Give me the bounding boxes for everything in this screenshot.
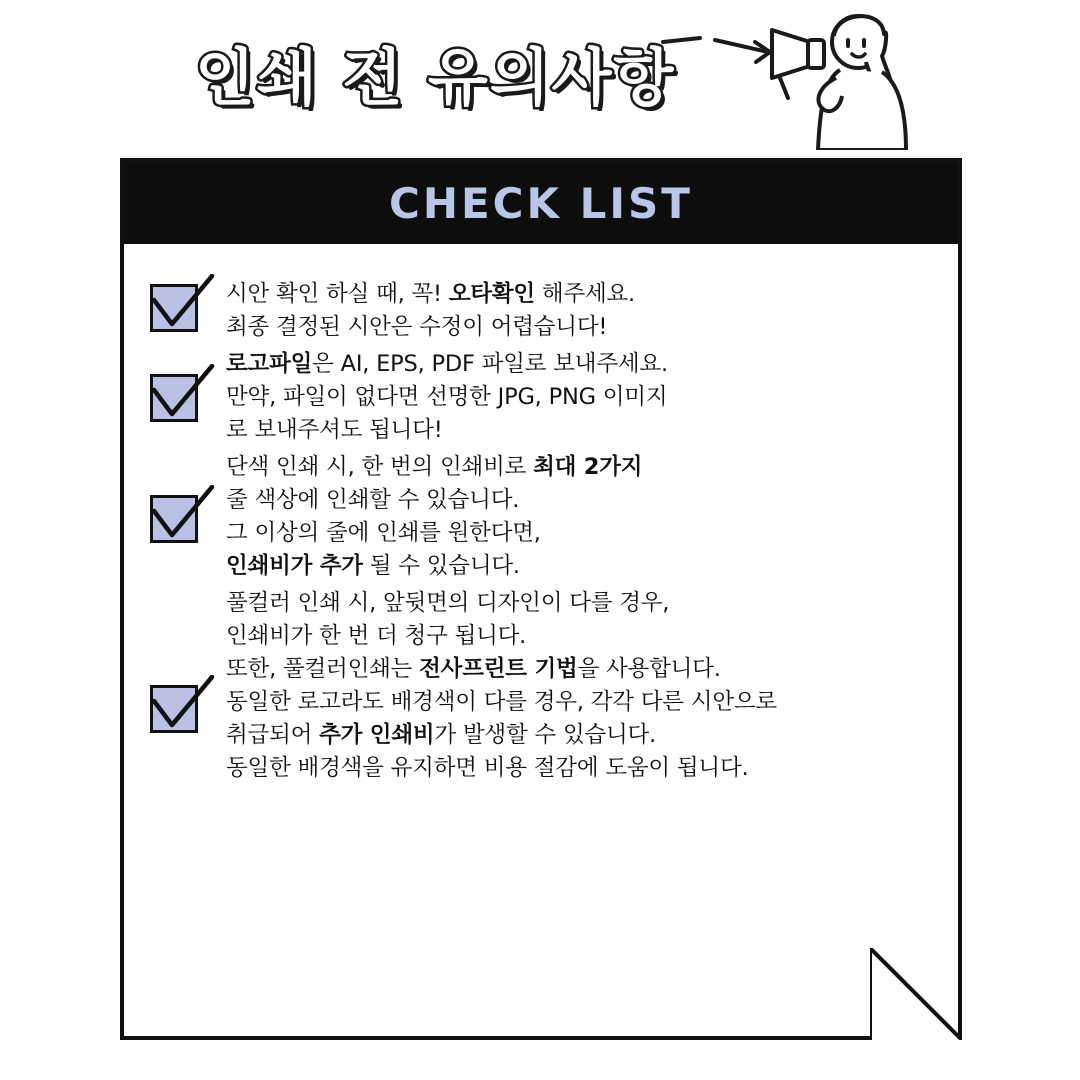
check-mark-icon xyxy=(148,274,218,340)
text-line: 인쇄비가 한 번 더 청구 됩니다. xyxy=(226,623,527,649)
text-line: 시안 확인 하실 때, 꼭! 오타확인 해주세요. xyxy=(226,281,636,307)
list-item-text xyxy=(226,278,928,344)
page-header xyxy=(0,0,1080,150)
text-line: 동일한 로고라도 배경색이 다를 경우, 각각 다른 시안으로 xyxy=(226,689,777,715)
checkbox-checked[interactable] xyxy=(150,685,204,739)
text-line: 인쇄비가 추가 될 수 있습니다. xyxy=(226,553,520,579)
check-mark-icon xyxy=(148,364,218,430)
text-line: 또한, 풀컬러인쇄는 전사프린트 기법을 사용합니다. xyxy=(226,656,721,682)
text-line: 단색 인쇄 시, 한 번의 인쇄비로 최대 2가지 xyxy=(226,454,643,480)
text-line: 만약, 파일이 없다면 선명한 JPG, PNG 이미지 xyxy=(226,384,668,410)
megaphone-person-icon xyxy=(660,0,960,150)
text-line: 동일한 배경색을 유지하면 비용 절감에 도움이 됩니다. xyxy=(226,755,749,781)
checklist-banner-title: CHECK LIST xyxy=(389,178,693,228)
text-line: 풀컬러 인쇄 시, 앞뒷면의 디자인이 다를 경우, xyxy=(226,590,670,616)
checklist-items xyxy=(124,244,958,785)
list-item-text xyxy=(226,587,928,785)
list-item-text xyxy=(226,348,928,447)
checklist-card xyxy=(120,158,962,1040)
text-line: 로 보내주셔도 됩니다! xyxy=(226,417,443,443)
checkbox-checked[interactable] xyxy=(150,284,204,338)
checkbox-checked[interactable] xyxy=(150,374,204,428)
check-mark-icon xyxy=(148,675,218,741)
check-mark-icon xyxy=(148,485,218,551)
checklist-banner xyxy=(124,162,958,244)
list-item xyxy=(124,587,958,785)
list-item xyxy=(124,278,958,344)
text-line: 최종 결정된 시안은 수정이 어렵습니다! xyxy=(226,314,608,340)
page-title: 인쇄 전 유의사항 xyxy=(195,41,676,114)
text-line: 취급되어 추가 인쇄비가 발생할 수 있습니다. xyxy=(226,722,657,748)
text-line: 줄 색상에 인쇄할 수 있습니다. xyxy=(226,487,520,513)
page-fold-corner xyxy=(870,948,962,1040)
text-line: 로고파일은 AI, EPS, PDF 파일로 보내주세요. xyxy=(226,351,668,377)
checkbox-checked[interactable] xyxy=(150,495,204,549)
text-line: 그 이상의 줄에 인쇄를 원한다면, xyxy=(226,520,541,546)
list-item-text xyxy=(226,451,928,583)
list-item xyxy=(124,348,958,447)
list-item xyxy=(124,451,958,583)
